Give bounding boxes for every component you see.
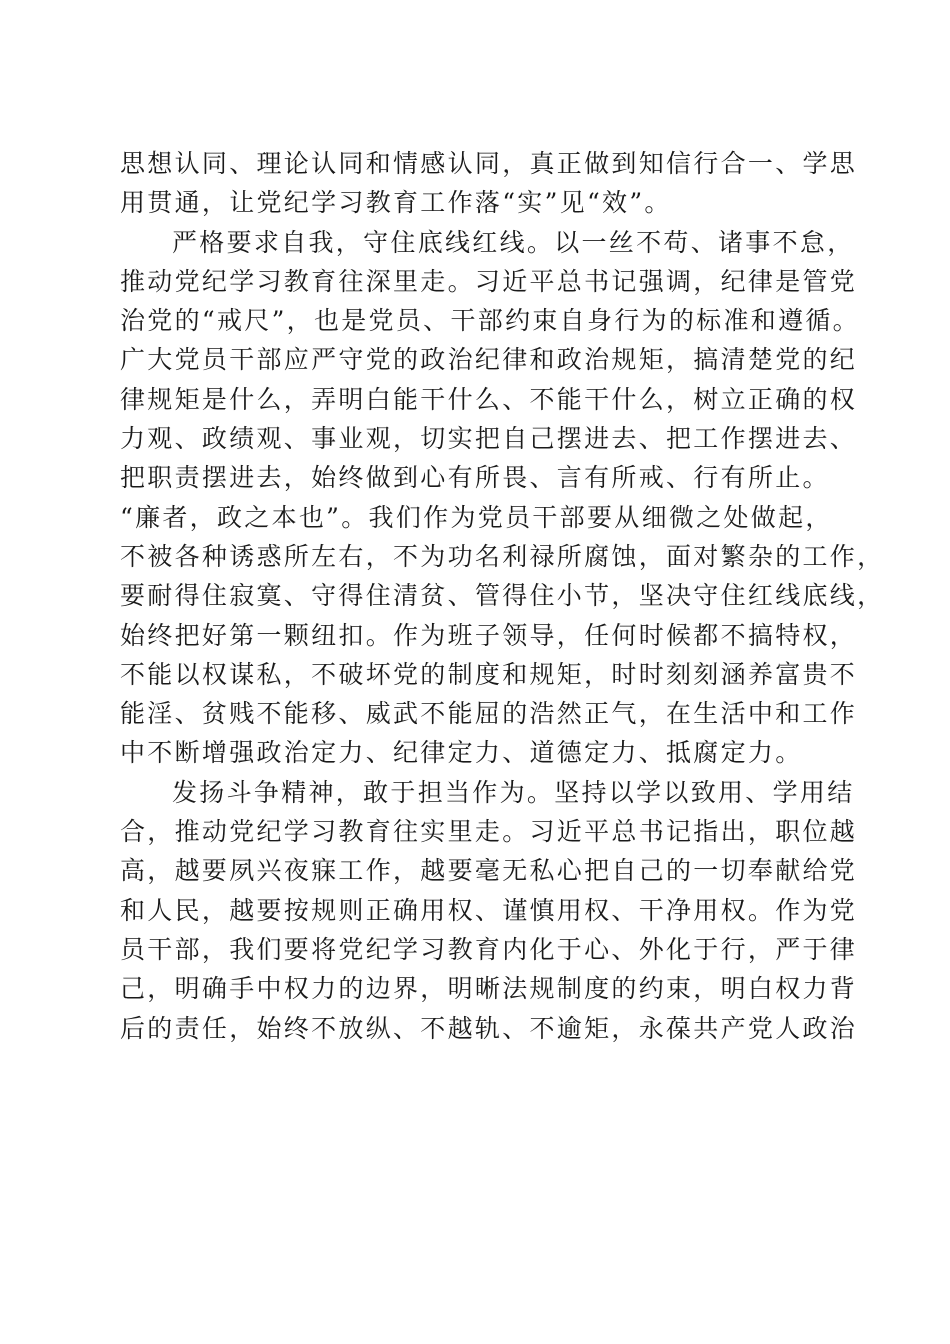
text-line: 合，推动党纪学习教育往实里走。习近平总书记指出，职位越 bbox=[120, 817, 858, 847]
text-line: 广大党员干部应严守党的政治纪律和政治规矩，搞清楚党的纪 bbox=[120, 345, 858, 375]
text-line: 和人民，越要按规则正确用权、谨慎用权、干净用权。作为党 bbox=[120, 895, 858, 925]
body-text bbox=[120, 144, 885, 1048]
text-line: 能淫、贫贱不能移、威武不能屈的浩然正气，在生活中和工作 bbox=[120, 699, 858, 729]
text-line: 力观、政绩观、事业观，切实把自己摆进去、把工作摆进去、 bbox=[120, 424, 858, 454]
text-line: 不能以权谋私，不破坏党的制度和规矩，时时刻刻涵养富贵不 bbox=[120, 659, 858, 689]
text-line: 员干部，我们要将党纪学习教育内化于心、外化于行，严于律 bbox=[120, 934, 858, 964]
text-line: 后的责任，始终不放纵、不越轨、不逾矩，永葆共产党人政治 bbox=[120, 1013, 858, 1043]
text-line: 不被各种诱惑所左右，不为功名利禄所腐蚀，面对繁杂的工作， bbox=[120, 541, 885, 571]
text-line: 推动党纪学习教育往深里走。习近平总书记强调，纪律是管党 bbox=[120, 266, 858, 296]
text-line: 律规矩是什么，弄明白能干什么、不能干什么，树立正确的权 bbox=[120, 384, 858, 414]
text-line: 要耐得住寂寞、守得住清贫、管得住小节，坚决守住红线底线， bbox=[120, 581, 885, 611]
text-line: 用贯通，让党纪学习教育工作落“实”见“效”。 bbox=[120, 188, 672, 218]
paragraph-start-line: 发扬斗争精神，敢于担当作为。坚持以学以致用、学用结 bbox=[172, 777, 855, 807]
text-line: 把职责摆进去，始终做到心有所畏、言有所戒、行有所止。 bbox=[120, 463, 830, 493]
text-line: “廉者，政之本也”。我们作为党员干部要从细微之处做起， bbox=[120, 502, 833, 532]
text-line: 中不断增强政治定力、纪律定力、道德定力、抵腐定力。 bbox=[120, 738, 803, 768]
text-line: 治党的“戒尺”，也是党员、干部约束自身行为的标准和遵循。 bbox=[120, 306, 860, 336]
text-line: 始终把好第一颗纽扣。作为班子领导，任何时候都不搞特权， bbox=[120, 620, 858, 650]
text-line: 高，越要夙兴夜寐工作，越要毫无私心把自己的一切奉献给党 bbox=[120, 856, 858, 886]
text-line: 己，明确手中权力的边界，明晰法规制度的约束，明白权力背 bbox=[120, 974, 858, 1004]
paragraph-start-line: 严格要求自我，守住底线红线。以一丝不苟、诸事不怠， bbox=[172, 227, 855, 257]
text-line: 思想认同、理论认同和情感认同，真正做到知信行合一、学思 bbox=[120, 149, 858, 178]
